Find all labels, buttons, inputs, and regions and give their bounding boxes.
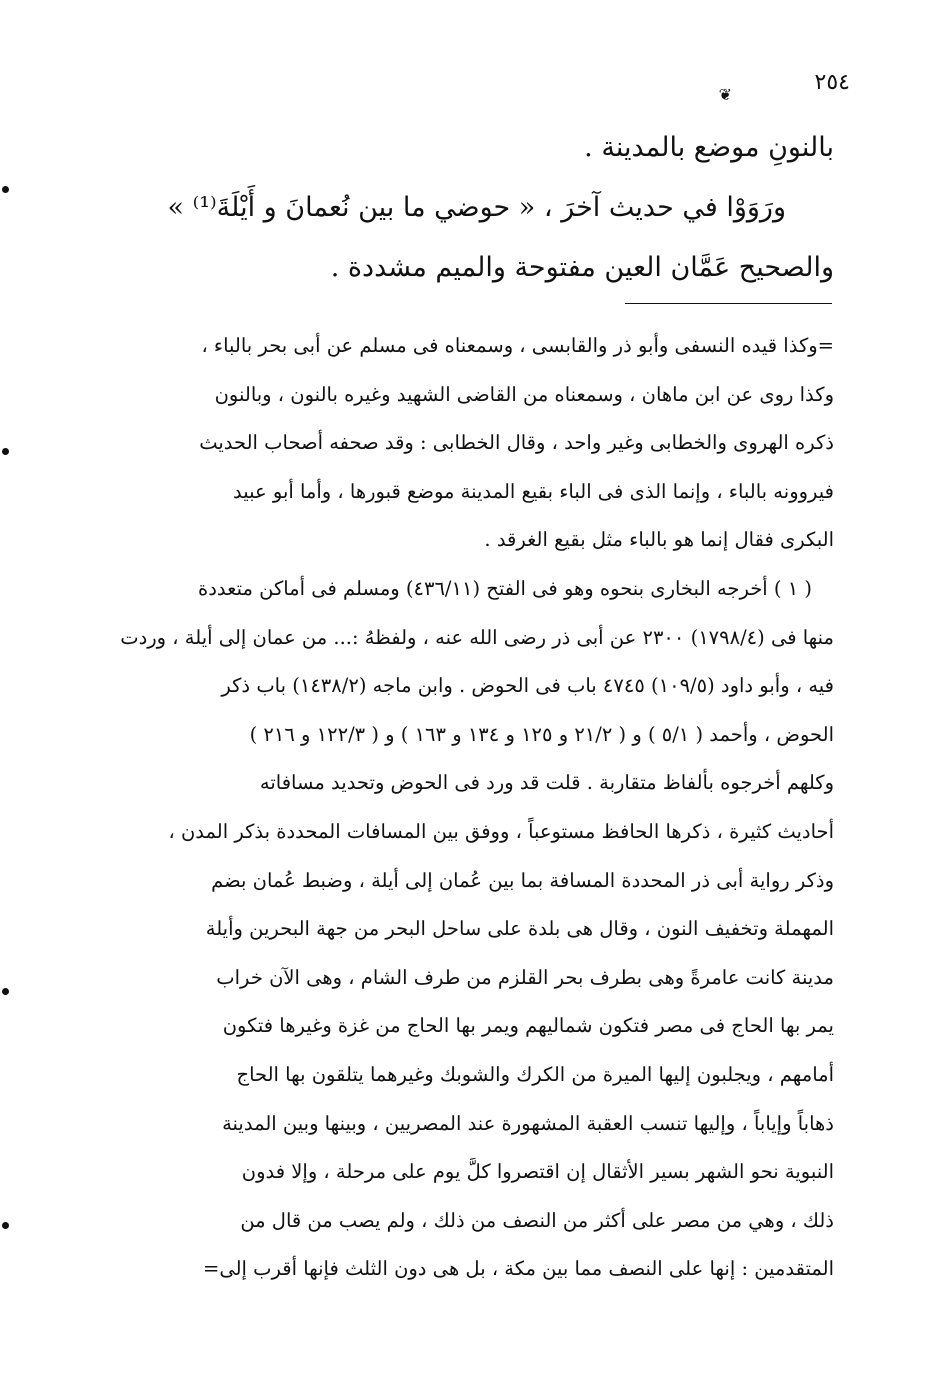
main-line-1: بالنونِ موضع بالمدينة . (584, 132, 834, 163)
footnote-separator (625, 303, 832, 304)
ornament-icon: ❦ (718, 85, 732, 104)
page-number: ٢٥٤ (814, 70, 850, 95)
footnotes (104, 322, 834, 1294)
margin-speck (2, 1222, 9, 1229)
footnote-line: ( ١ ) أخرجه البخارى بنحوه وهو فى الفتح (٤٣٦/١١) ومسلم فى أماكن متعددة (198, 576, 812, 600)
note-line: ذكره الهروى والخطابى وغير واحد ، وقال الخطابى : وقد صحفه أصحاب الحديث (199, 431, 834, 455)
note-line: =وكذا قيده النسفى وأبو ذر والقابسى ، وسمعناه فى مسلم عن أبى بحر بالباء ، (201, 334, 834, 357)
margin-speck (2, 988, 9, 995)
footnote-line: فيه ، وأبو داود (١٠٩/٥) ٤٧٤٥ باب فى الحوض . وابن ماجه (١٤٣٨/٢) باب ذكر (221, 674, 834, 698)
footnote-line: المهملة وتخفيف النون ، وقال هى بلدة على ساحل البحر من جهة البحرين وأيلة (205, 917, 834, 941)
footnote-line: يمر بها الحاج فى مصر فتكون شماليهم ويمر بها الحاج من غزة وغيرها فتكون (222, 1014, 834, 1038)
footnote-line: أحاديث كثيرة ، ذكرها الحافظ مستوعباً ، ووفق بين المسافات المحددة بذكر المدن ، (168, 819, 834, 843)
footnote-line: منها فى (١٧٩٨/٤) ٢٣٠٠ عن أبى ذر رضى الله عنه ، ولفظهُ :... من عمان إلى أيلة ، وردت (120, 625, 834, 649)
note-line: فيروونه بالباء ، وإنما الذى فى الباء بقيع المدينة موضع قبورها ، وأما أبو عبيد (233, 479, 834, 503)
footnote-line: أمامهم ، ويجلبون إليها الميرة من الكرك والشوبك وغيرهما يتلقون بها الحاج (236, 1062, 834, 1086)
footnote-line: ذهاباً وإياباً ، وإليها تنسب العقبة المشهورة عند المصريين ، وبينها وبين المدينة (222, 1111, 834, 1135)
footnote-line: وكلهم أخرجوه بألفاظ متقاربة . قلت قد ورد فى الحوض وتحديد مسافاته (259, 771, 834, 795)
footnote-line: المتقدمين : إنها على النصف مما بين مكة ، بل هى دون الثلث فإنها أقرب إلى= (203, 1257, 834, 1281)
margin-speck (2, 186, 9, 193)
main-line-2: ورَوَوْا في حديث آخرَ ، « حوضي ما بين نُعمانَ و أَيْلَةَ⁽¹⁾ » (167, 192, 786, 223)
main-line-3: والصحيح عَمَّان العين مفتوحة والميم مشددة . (330, 252, 834, 283)
footnote-line: النبوية نحو الشهر بسير الأثقال إن اقتصروا كلَّ يوم على مرحلة ، وإلا فدون (241, 1160, 834, 1184)
footnote-line: مدينة كانت عامرةً وهى بطرف بحر القلزم من طرف الشام ، وهى الآن خراب (216, 965, 834, 989)
footnote-line: ذلك ، وهي من مصر على أكثر من النصف من ذلك ، ولم يصب من قال من (240, 1208, 834, 1232)
note-line: وكذا روى عن ابن ماهان ، وسمعناه من القاضى الشهيد وغيره بالنون ، وبالنون (214, 382, 834, 406)
main-text (104, 118, 834, 298)
note-line: البكرى فقال إنما هو بالباء مثل بقيع الغرقد . (484, 528, 834, 552)
footnote-line: الحوض ، وأحمد ( ٥/١ ) و ( ٢١/٢ و ١٢٥ و ١٣٤ و ١٦٣ ) و ( ١٢٢/٣ و ٢١٦ ) (249, 722, 834, 746)
margin-speck (2, 448, 9, 455)
footnote-line: وذكر رواية أبى ذر المحددة المسافة بما بين عُمان إلى أيلة ، وضبط عُمان بضم (211, 868, 834, 892)
